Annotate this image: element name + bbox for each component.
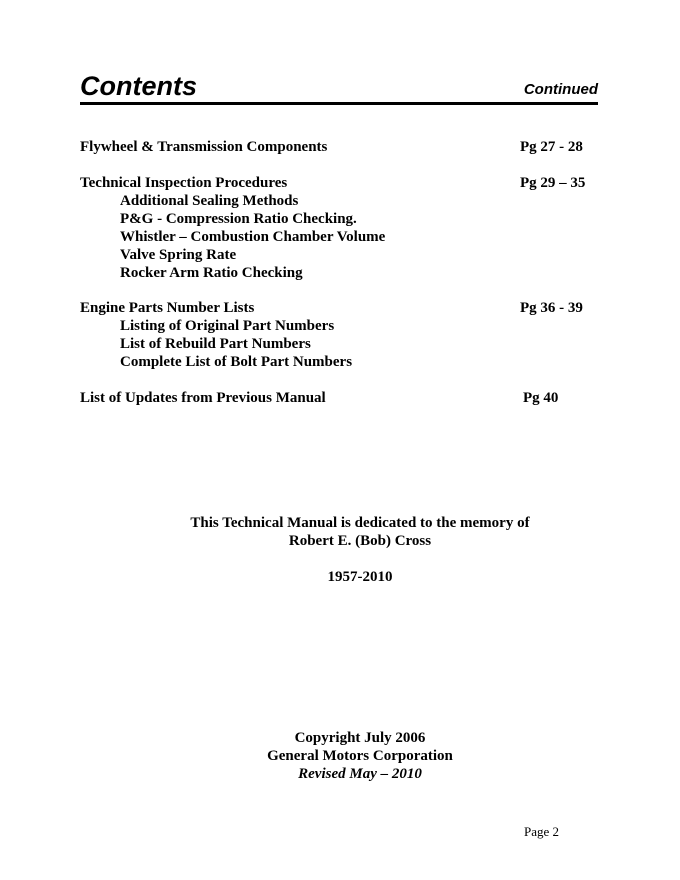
- toc-subitem: Listing of Original Part Numbers: [120, 318, 335, 334]
- toc-subitem: List of Rebuild Part Numbers: [120, 336, 311, 352]
- toc-section-title: List of Updates from Previous Manual: [80, 390, 326, 406]
- toc-section-pages: Pg 27 - 28: [520, 139, 583, 155]
- page-number: Page 2: [524, 824, 560, 839]
- toc-subitem: Complete List of Bolt Part Numbers: [120, 354, 353, 370]
- toc-section-pages: Pg 29 – 35: [520, 175, 586, 191]
- contents-header: [80, 70, 598, 105]
- toc-section-pages: Pg 40: [523, 390, 559, 406]
- toc-section-pages: Pg 36 - 39: [520, 300, 583, 316]
- toc-subitem: Valve Spring Rate: [120, 247, 237, 263]
- toc-subitem: P&G - Compression Ratio Checking.: [120, 211, 357, 227]
- toc-section-title: Technical Inspection Procedures: [80, 175, 288, 191]
- toc-section-title: Engine Parts Number Lists: [80, 300, 255, 316]
- revision-note: Revised May – 2010: [298, 766, 422, 782]
- dedication-name: Robert E. (Bob) Cross: [288, 533, 432, 549]
- dedication-line: This Technical Manual is dedicated to the memory of: [190, 515, 530, 531]
- toc-subitem: Whistler – Combustion Chamber Volume: [120, 229, 386, 245]
- copyright-owner: General Motors Corporation: [267, 748, 453, 764]
- toc-subitem: Rocker Arm Ratio Checking: [120, 265, 303, 281]
- copyright-line: Copyright July 2006: [294, 730, 426, 746]
- toc-section-title: Flywheel & Transmission Components: [80, 139, 328, 155]
- page-title: Contents: [80, 71, 197, 101]
- continued-label: Continued: [523, 81, 598, 98]
- dedication-years: 1957-2010: [327, 569, 393, 585]
- toc-subitem: Additional Sealing Methods: [120, 193, 299, 209]
